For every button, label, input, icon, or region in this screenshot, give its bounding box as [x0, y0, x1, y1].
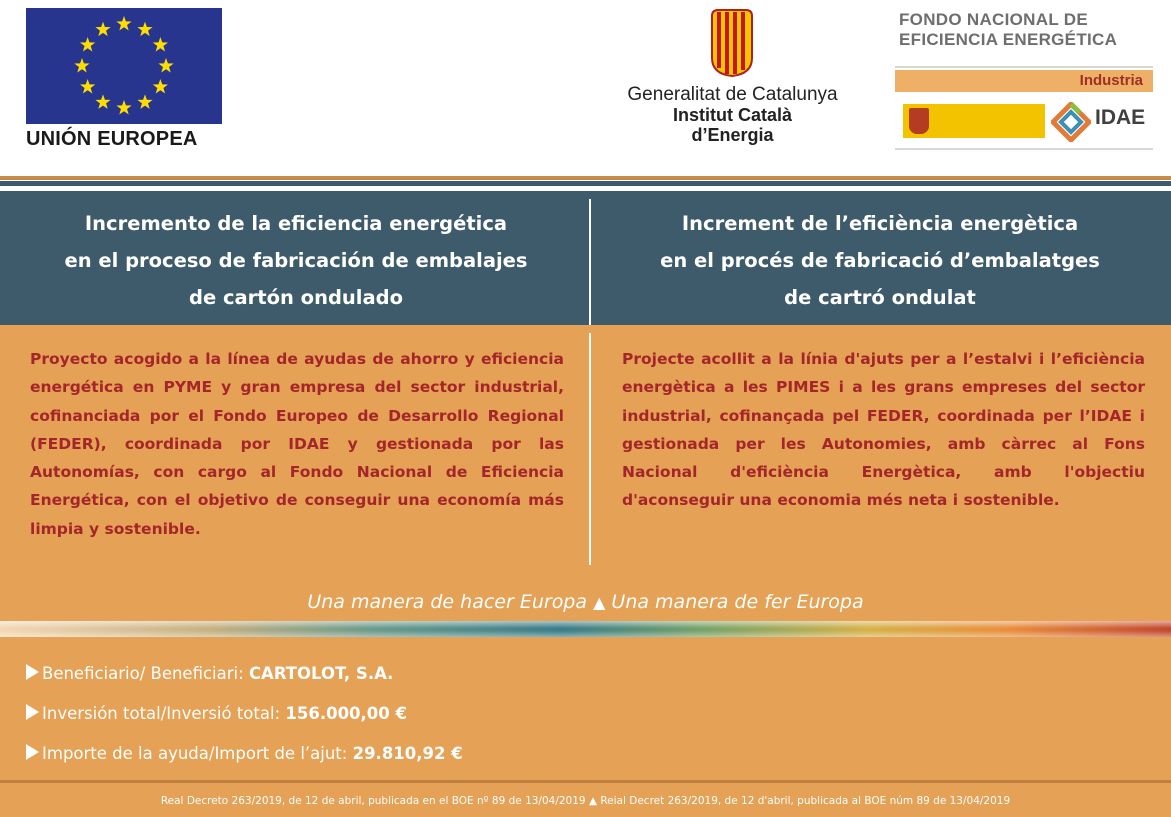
aid-value: 29.810,92 € — [352, 744, 463, 763]
fnee-title-line-1: FONDO NACIONAL DE — [899, 10, 1088, 29]
divider — [895, 66, 1153, 68]
title-ca-line-1: Increment de l’eficiència energètica — [681, 212, 1079, 235]
eu-star-icon — [137, 22, 152, 36]
idae-label: IDAE — [1095, 106, 1146, 129]
eu-star-icon — [158, 58, 173, 72]
eu-star-icon — [116, 100, 131, 114]
eu-star-icon — [153, 79, 168, 93]
footer-legal — [0, 795, 1171, 807]
gobierno-logo — [903, 104, 1045, 138]
description-es: Proyecto acogido a la línea de ayudas de ahorro y eficiencia energética en PYME y gran empresa del sector industrial, cofinanciada por el Fondo Europeo de Desarrollo Regional (FEDER), coordinada por IDAE y gestionada por las Autonomías, con cargo al Fondo Nacional de Eficiencia Energética, con el objetivo de conseguir una economía más limpia y sostenible. — [30, 350, 564, 538]
fnee-logo — [893, 8, 1155, 154]
gobierno-shield-icon — [909, 108, 929, 134]
arrow-right-icon — [26, 664, 39, 680]
triangle-icon: ▲ — [588, 795, 598, 807]
generalitat-emblem-icon — [710, 8, 754, 78]
description-ca: Projecte acollit a la línia d'ajuts per a l’estalvi i l’eficiència energètica a les PIMES i a les grans empreses del sector industrial, cofinançada pel FEDER, coordinada per l’IDAE i gestionada per les Autonomies, amb càrrec al Fons Nacional d'eficiència Energètica, amb l'objectiu d'aconseguir una economia més neta i sostenible. — [622, 350, 1145, 510]
arrow-right-icon — [26, 744, 39, 760]
icaen-name — [600, 105, 865, 145]
motto-ca: Una manera de fer Europa — [611, 591, 864, 613]
footer-ca: Reial Decret 263/2019, de 12 d'abril, publicada al BOE núm 89 de 13/04/2019 — [600, 795, 1011, 807]
eu-label: UNIÓN EUROPEA — [26, 128, 198, 150]
title-ca-line-2: en el procés de fabricació d’embalatges — [660, 249, 1100, 272]
icaen-line-1: Institut Català — [672, 105, 792, 125]
title-ca — [620, 205, 1140, 316]
icaen-line-2: d’Energia — [691, 125, 774, 145]
investment-value: 156.000,00 € — [285, 704, 407, 723]
fnee-industria-label: Industria — [1079, 72, 1143, 89]
beneficiary-value: CARTOLOT, S.A. — [248, 664, 394, 683]
eu-star-icon — [74, 58, 89, 72]
triangle-icon: ▲ — [593, 593, 606, 612]
arrow-right-icon — [26, 704, 39, 720]
idae-logo-icon — [1051, 102, 1091, 142]
column-divider — [589, 333, 591, 565]
title-es — [36, 205, 556, 316]
eu-star-icon — [137, 94, 152, 108]
title-es-line-1: Incremento de la eficiencia energética — [84, 212, 508, 235]
motto-es: Una manera de hacer Europa — [307, 591, 588, 613]
info-band — [0, 637, 1171, 780]
header — [0, 0, 1171, 172]
footer-band — [0, 780, 1171, 817]
fnee-title-line-2: EFICIENCIA ENERGÉTICA — [899, 30, 1118, 49]
beneficiary-line — [26, 664, 393, 683]
investment-line — [26, 704, 407, 723]
divider — [895, 148, 1153, 150]
footer-es: Real Decreto 263/2019, de 12 de abril, publicada en el BOE nº 89 de 13/04/2019 — [160, 795, 586, 807]
generalitat-name: Generalitat de Catalunya — [627, 84, 838, 105]
title-ca-line-3: de cartró ondulat — [784, 286, 976, 309]
eu-flag-icon — [26, 8, 222, 124]
eu-star-icon — [80, 37, 95, 51]
beneficiary-label: Beneficiario/ Beneficiari: — [42, 664, 244, 683]
title-es-line-2: en el proceso de fabricación de embalajes — [64, 249, 528, 272]
fnee-title — [899, 10, 1117, 50]
aid-label: Importe de la ayuda/Import de l’ajut: — [42, 744, 348, 763]
investment-label: Inversión total/Inversió total: — [42, 704, 281, 723]
divider — [0, 176, 1171, 180]
color-stripe-fade — [0, 621, 1171, 637]
title-band — [0, 191, 1171, 325]
motto — [0, 591, 1171, 613]
aid-line — [26, 744, 463, 763]
eu-star-icon — [95, 94, 110, 108]
eu-star-icon — [116, 16, 131, 30]
eu-star-icon — [95, 22, 110, 36]
eu-star-icon — [153, 37, 168, 51]
divider — [0, 181, 1171, 186]
column-divider — [589, 199, 591, 325]
eu-star-icon — [80, 79, 95, 93]
body-band — [0, 325, 1171, 621]
title-es-line-3: de cartón ondulado — [188, 286, 403, 309]
fnee-industria-bar — [895, 70, 1153, 92]
